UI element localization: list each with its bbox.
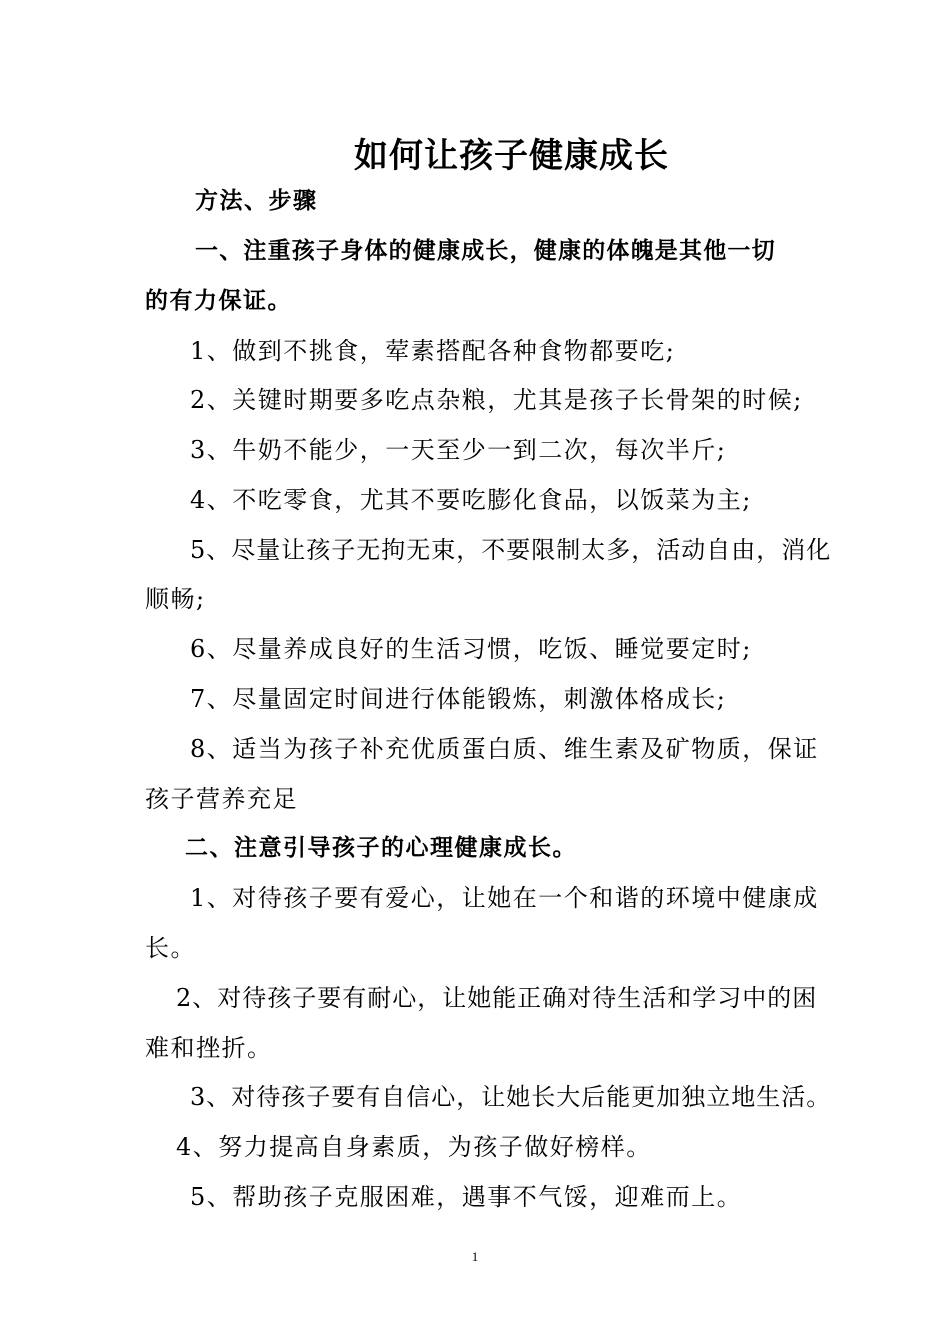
section2-heading: 二、注意引导孩子的心理健康成长。 [185, 835, 577, 861]
section2-item-4: 4、努力提高自身素质，为孩子做好榜样。 [176, 1133, 652, 1161]
section1-item-3: 3、牛奶不能少，一天至少一到二次，每次半斤; [190, 436, 727, 464]
section1-heading-line1: 一、注重孩子身体的健康成长，健康的体魄是其他一切 [195, 238, 776, 264]
section1-heading-line2: 的有力保证。 [145, 288, 292, 314]
section1-item-8: 8、适当为孩子补充优质蛋白质、维生素及矿物质，保证 [190, 735, 819, 763]
section2-item-3: 3、对待孩子要有自信心，让她长大后能更加独立地生活。 [190, 1083, 832, 1111]
section1-item-1: 1、做到不挑食，荤素搭配各种食物都要吃; [190, 337, 676, 365]
section1-item-4: 4、不吃零食，尤其不要吃膨化食品，以饭菜为主; [190, 486, 752, 514]
section1-item-2: 2、关键时期要多吃点杂粮，尤其是孩子长骨架的时候; [190, 386, 803, 414]
page-number: 1 [471, 1249, 479, 1264]
section1-item-5-cont: 顺畅; [145, 585, 206, 613]
document-title: 如何让孩子健康成长 [354, 136, 669, 176]
section1-item-8-cont: 孩子营养充足 [145, 785, 298, 813]
section2-item-5: 5、帮助孩子克服困难，遇事不气馁，迎难而上。 [190, 1183, 743, 1211]
section1-item-7: 7、尽量固定时间进行体能锻炼，刺激体格成长; [190, 685, 727, 713]
section1-item-5: 5、尽量让孩子无拘无束，不要限制太多，活动自由，消化 [190, 536, 832, 564]
section2-item-2-cont: 难和挫折。 [145, 1034, 273, 1062]
section2-item-2: 2、对待孩子要有耐心，让她能正确对待生活和学习中的困 [176, 984, 818, 1012]
section2-item-1-cont: 长。 [145, 934, 196, 962]
section1-item-6: 6、尽量养成良好的生活习惯，吃饭、睡觉要定时; [190, 635, 752, 663]
section2-item-1: 1、对待孩子要有爱心，让她在一个和谐的环境中健康成 [190, 884, 819, 912]
method-heading: 方法、步骤 [195, 188, 318, 214]
